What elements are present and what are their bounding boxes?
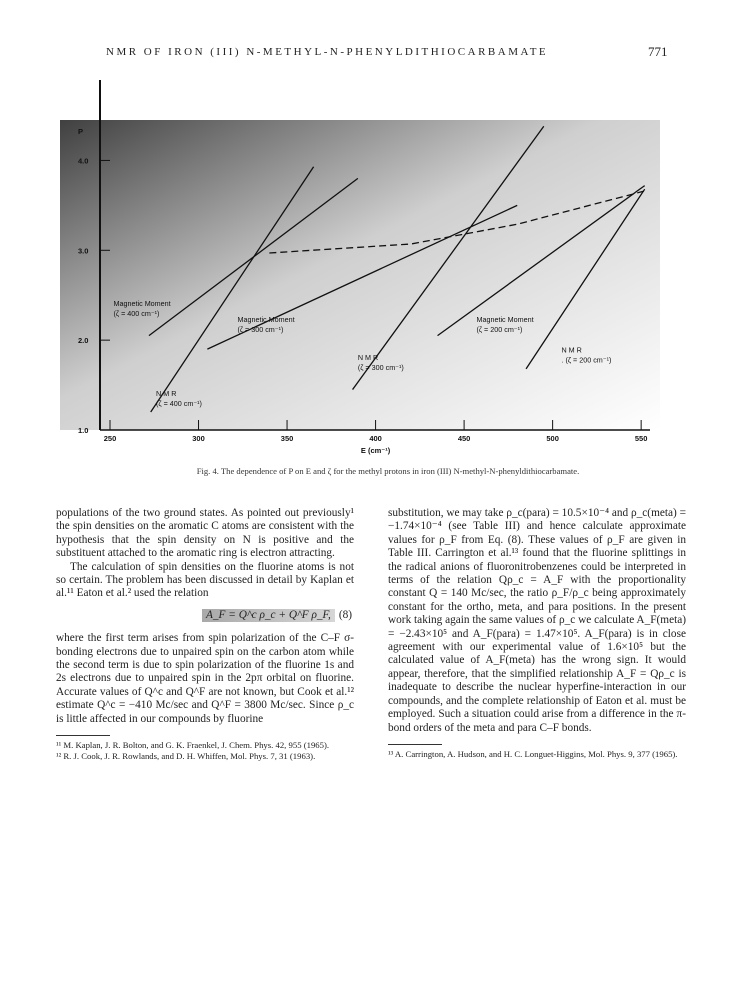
equation-8	[56, 609, 354, 622]
left-paragraph-3: where the first term arises from spin polarization of the C–F σ-bonding electrons due to unpaired spin on the carbon atom while the second term is due to spin polarization of the fluorine 1s and 2s electrons due to unpaired spin in the 2pπ orbital on fluorine. Accurate values of Q^c and Q^F are not known, but Cook et al.¹² estimate Q^c = −410 Mc/sec and Q^F = 3800 Mc/sec. Since ρ_c is little affected in our compounds by fluorine	[56, 632, 354, 725]
running-title: NMR OF IRON (III) N-METHYL-N-PHENYLDITHIOCARBAMATE	[106, 46, 549, 58]
footnote-12: ¹² R. J. Cook, J. R. Rowlands, and D. H. Whiffen, Mol. Phys. 7, 31 (1963).	[56, 751, 316, 762]
curve-label-line: N M R	[561, 345, 582, 355]
curve-label-line: Magnetic Moment	[476, 315, 534, 325]
footnote-rule	[388, 744, 442, 745]
y-tick-label: 1.0	[78, 426, 89, 435]
right-paragraph-1: substitution, we may take ρ_c(para) = 10.5×10⁻⁴ and ρ_c(meta) = −1.74×10⁻⁴ (see Table III) and hence calculate approximate values for ρ_F from Eq. (8). These values of ρ_F are given in Table III. Carrington et al.¹³ found that the fluorine splittings in the radical anions of fluoronitrobenzenes could be interpreted in terms of the relation Qρ_c = A_F with the proportionality constant Q = 140 Mc/sec, the ratio ρ_F/ρ_c being approximately constant for the ortho, meta, and para positions. In the present work taking again the same values of ρ_c we calculate A_F(meta) = −2.43×10⁵ and A_F(para) = 1.47×10⁵. A_F(para) is in close agreement with our experimental value of 1.6×10⁵ but the calculated value of A_F(meta) has the wrong sign. It would appear, therefore, that the simplified relationship A_F = Qρ_c is inadequate to describe the nuclear hyperfine-interaction in our compounds, and the complete relationship of Eaton et al. must be employed. Such a situation could arise from a difference in the π-bond orders of the meta and para C–F bonds.	[388, 507, 686, 734]
y-tick-label: 2.0	[78, 336, 89, 346]
x-tick-label: 400	[369, 434, 382, 443]
left-paragraph-2: The calculation of spin densities on the fluorine atoms is not so certain. The problem has been discussed in detail by Kaplan et al.¹¹ Eaton et al.² used the relation	[56, 560, 354, 600]
curve-label-line: Magnetic Moment	[113, 299, 171, 308]
footnote-13: ¹³ A. Carrington, A. Hudson, and H. C. Longuet-Higgins, Mol. Phys. 9, 377 (1965).	[388, 748, 678, 759]
page-number: 771	[648, 44, 668, 59]
curve-label-line: N M R	[156, 388, 177, 398]
curve-label-line: (ζ = 300 cm⁻¹)	[357, 362, 404, 372]
curve-label-line: (ζ = 300 cm⁻¹)	[237, 325, 284, 335]
x-tick-label: 550	[634, 434, 648, 443]
curve-label-line: . (ζ = 200 cm⁻¹)	[561, 355, 612, 365]
y-tick-label: 4.0	[78, 156, 89, 166]
right-column	[388, 507, 686, 759]
x-tick-label: 300	[192, 434, 205, 443]
equation-number: (8)	[338, 608, 352, 621]
x-tick-label: 450	[457, 434, 471, 443]
curve-label-line: (ζ = 400 cm⁻¹)	[113, 309, 160, 318]
x-tick-label: 250	[103, 434, 117, 443]
curve-label-line: (ζ = 200 cm⁻¹)	[476, 325, 523, 335]
x-axis-label: E (cm⁻¹)	[360, 446, 391, 455]
curve-label-line: Magnetic Moment	[237, 315, 295, 325]
left-paragraph-1: populations of the two ground states. As pointed out previously¹ the spin densities on the aromatic C atoms are consistent with the hypothesis that the spin density on N is positive and the substituent attached to the aromatic ring is electron attracting.	[56, 507, 354, 560]
y-tick-label: 3.0	[78, 246, 89, 256]
curve-label-line: N M R	[357, 352, 379, 362]
curve-label-line: (ζ = 400 cm⁻¹)	[156, 398, 202, 408]
x-tick-label: 350	[280, 434, 294, 443]
footnote-11: ¹¹ M. Kaplan, J. R. Bolton, and G. K. Fraenkel, J. Chem. Phys. 42, 955 (1965).	[56, 740, 330, 751]
chart-background	[60, 120, 660, 430]
figure-caption: Fig. 4. The dependence of P on E and ζ for the methyl protons in iron (III) N-methyl-N-phenyldithiocarbamate.	[196, 466, 580, 476]
x-tick-label: 500	[546, 434, 559, 443]
figure-4-chart	[60, 72, 660, 462]
y-axis-label: P	[78, 127, 84, 136]
equation-body: A_F = Q^c ρ_c + Q^F ρ_F,	[202, 609, 335, 622]
left-column	[56, 507, 354, 762]
footnote-rule	[56, 735, 110, 736]
